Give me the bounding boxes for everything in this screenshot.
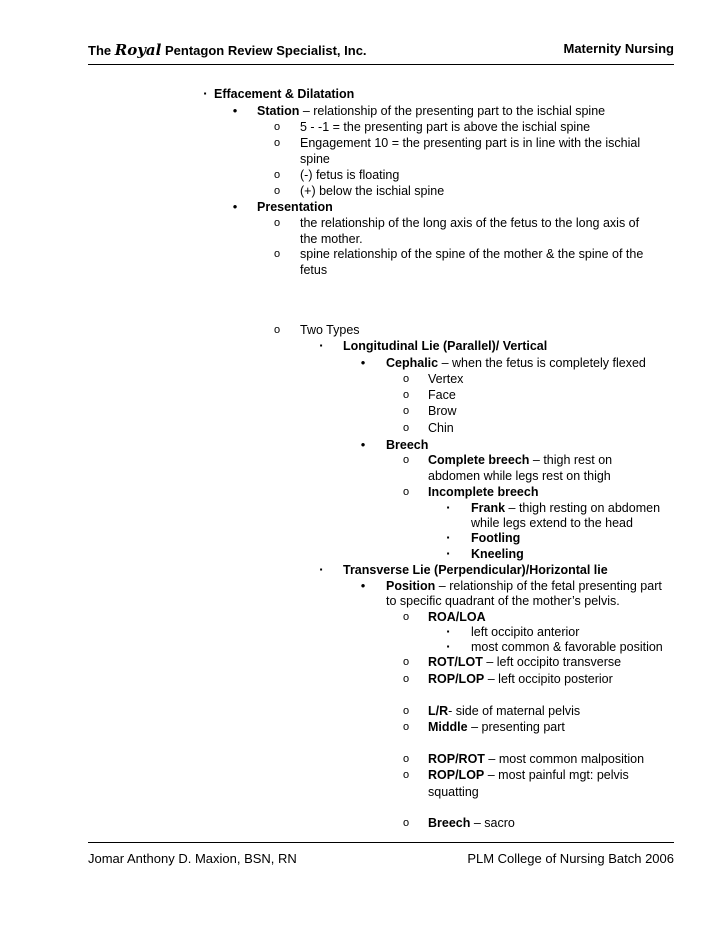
outline-line xyxy=(428,403,456,419)
outline-line xyxy=(428,420,454,436)
outline-text: the relationship of the long axis of the fetus to the long axis of xyxy=(300,216,640,230)
outline-term: Breech xyxy=(428,816,471,830)
outline-text: abdomen while legs rest on thigh xyxy=(428,469,611,483)
outline-term: ROP/LOP xyxy=(428,672,485,686)
outline-line xyxy=(300,119,590,135)
outline-text: left occipito anterior xyxy=(471,625,580,639)
outline-text: – relationship of the presenting part to the ischial spine xyxy=(299,104,606,118)
circle-marker: o xyxy=(402,705,410,717)
circle-marker: o xyxy=(273,217,281,229)
square-marker: ▪ xyxy=(446,533,450,542)
circle-marker: o xyxy=(402,753,410,765)
outline-line xyxy=(300,151,330,167)
outline-text: – when the fetus is completely flexed xyxy=(438,356,646,370)
outline-line xyxy=(471,515,633,531)
footer-rule xyxy=(88,842,674,843)
outline-line xyxy=(428,703,580,719)
outline-line xyxy=(471,530,520,546)
circle-marker: o xyxy=(402,721,410,733)
outline-term: L/R xyxy=(428,704,449,718)
outline-term: Longitudinal Lie (Parallel)/ Vertical xyxy=(343,339,548,353)
outline-text: – sacro xyxy=(470,816,515,830)
square-marker: ▪ xyxy=(446,549,450,558)
header-company: Pentagon Review Specialist, Inc. xyxy=(164,43,367,58)
outline-text: – left occipito transverse xyxy=(482,655,622,669)
circle-marker: o xyxy=(402,422,410,434)
outline-term: Incomplete breech xyxy=(428,485,539,499)
outline-text: - side of maternal pelvis xyxy=(448,704,581,718)
outline-line xyxy=(428,784,479,800)
outline-text: 5 - -1 = the presenting part is above the ischial spine xyxy=(300,120,591,134)
header-left xyxy=(88,41,367,59)
square-marker: ▪ xyxy=(319,565,323,574)
outline-line xyxy=(428,387,456,403)
outline-text: Vertex xyxy=(428,372,464,386)
circle-marker: o xyxy=(402,817,410,829)
header-royal: Royal xyxy=(114,41,162,59)
outline-line xyxy=(471,546,524,562)
outline-term: Kneeling xyxy=(471,547,524,561)
footer-school: PLM College of Nursing Batch 2006 xyxy=(467,851,674,866)
outline-term: Cephalic xyxy=(386,356,439,370)
header-rule xyxy=(88,64,674,65)
outline-text: Brow xyxy=(428,404,457,418)
outline-text: Face xyxy=(428,388,456,402)
outline-text: – most common malposition xyxy=(484,752,645,766)
outline-line xyxy=(214,86,354,102)
outline-term: Station xyxy=(257,104,300,118)
outline-text: while legs extend to the head xyxy=(471,516,633,530)
outline-line xyxy=(343,562,608,578)
circle-marker: o xyxy=(402,373,410,385)
header-the: The xyxy=(88,43,112,58)
circle-marker: o xyxy=(402,656,410,668)
outline-text: spine xyxy=(300,152,330,166)
outline-line xyxy=(428,751,644,767)
outline-text: Engagement 10 = the presenting part is in line with the ischial xyxy=(300,136,641,150)
bullet-marker: • xyxy=(232,199,238,214)
outline-line xyxy=(428,609,486,625)
outline-text: – relationship of the fetal presenting part xyxy=(435,579,662,593)
outline-term: Footling xyxy=(471,531,521,545)
outline-line xyxy=(257,103,605,119)
square-marker: ▪ xyxy=(446,627,450,636)
outline-term: Presentation xyxy=(257,200,333,214)
outline-text: to specific quadrant of the mother’s pelvis. xyxy=(386,594,620,608)
outline-line xyxy=(257,199,333,215)
outline-line xyxy=(471,500,660,516)
outline-line xyxy=(386,437,428,453)
circle-marker: o xyxy=(402,769,410,781)
outline-line xyxy=(300,262,327,278)
circle-marker: o xyxy=(402,673,410,685)
square-marker: ▪ xyxy=(319,341,323,350)
outline-text: most common & favorable position xyxy=(471,640,663,654)
outline-line xyxy=(428,767,629,783)
circle-marker: o xyxy=(273,324,281,336)
outline-line xyxy=(428,815,515,831)
circle-marker: o xyxy=(402,389,410,401)
outline-line xyxy=(300,246,643,262)
square-marker: ▪ xyxy=(446,503,450,512)
outline-line xyxy=(300,215,639,231)
outline-text: Two Types xyxy=(300,323,360,337)
outline-line xyxy=(428,719,565,735)
outline-line xyxy=(428,671,613,687)
outline-term: ROP/LOP xyxy=(428,768,485,782)
bullet-marker: • xyxy=(360,437,366,452)
outline-line xyxy=(386,593,620,609)
circle-marker: o xyxy=(273,169,281,181)
circle-marker: o xyxy=(402,611,410,623)
outline-term: Frank xyxy=(471,501,506,515)
outline-text: squatting xyxy=(428,785,479,799)
bullet-marker: • xyxy=(232,103,238,118)
outline-line xyxy=(428,468,611,484)
outline-text: – thigh rest on xyxy=(529,453,613,467)
outline-term: Transverse Lie (Perpendicular)/Horizontal lie xyxy=(343,563,608,577)
outline-line xyxy=(428,654,621,670)
outline-line xyxy=(300,167,399,183)
square-marker: ▪ xyxy=(203,89,207,98)
outline-text: spine relationship of the spine of the mother & the spine of the xyxy=(300,247,644,261)
outline-term: Complete breech xyxy=(428,453,530,467)
outline-text: – presenting part xyxy=(467,720,565,734)
outline-line xyxy=(386,355,646,371)
bullet-marker: • xyxy=(360,355,366,370)
outline-line xyxy=(300,135,640,151)
outline-line xyxy=(471,639,663,655)
circle-marker: o xyxy=(273,185,281,197)
outline-text: – thigh resting on abdomen xyxy=(505,501,661,515)
outline-text: – most painful mgt: pelvis xyxy=(484,768,629,782)
bullet-marker: • xyxy=(360,578,366,593)
outline-text: the mother. xyxy=(300,232,363,246)
circle-marker: o xyxy=(402,454,410,466)
header-subject: Maternity Nursing xyxy=(563,41,674,56)
outline-text: fetus xyxy=(300,263,328,277)
outline-term: Breech xyxy=(386,438,429,452)
outline-line xyxy=(300,231,363,247)
outline-term: ROA/LOA xyxy=(428,610,486,624)
outline-text: (+) below the ischial spine xyxy=(300,184,445,198)
circle-marker: o xyxy=(273,137,281,149)
outline-line xyxy=(428,452,612,468)
circle-marker: o xyxy=(273,121,281,133)
footer-author: Jomar Anthony D. Maxion, BSN, RN xyxy=(88,851,297,866)
circle-marker: o xyxy=(402,405,410,417)
outline-line xyxy=(428,371,463,387)
outline-term: Position xyxy=(386,579,436,593)
outline-line xyxy=(471,624,579,640)
outline-text: – left occipito posterior xyxy=(484,672,613,686)
outline-line xyxy=(386,578,662,594)
outline-term: ROP/ROT xyxy=(428,752,485,766)
outline-term: Effacement & Dilatation xyxy=(214,87,355,101)
circle-marker: o xyxy=(402,486,410,498)
page-header xyxy=(88,41,674,61)
outline-term: ROT/LOT xyxy=(428,655,483,669)
outline-text: Chin xyxy=(428,421,454,435)
outline-line xyxy=(428,484,538,500)
outline-line xyxy=(300,322,360,338)
outline-line xyxy=(343,338,547,354)
outline-text: (-) fetus is floating xyxy=(300,168,400,182)
outline-line xyxy=(300,183,444,199)
square-marker: ▪ xyxy=(446,642,450,651)
circle-marker: o xyxy=(273,248,281,260)
outline-term: Middle xyxy=(428,720,468,734)
